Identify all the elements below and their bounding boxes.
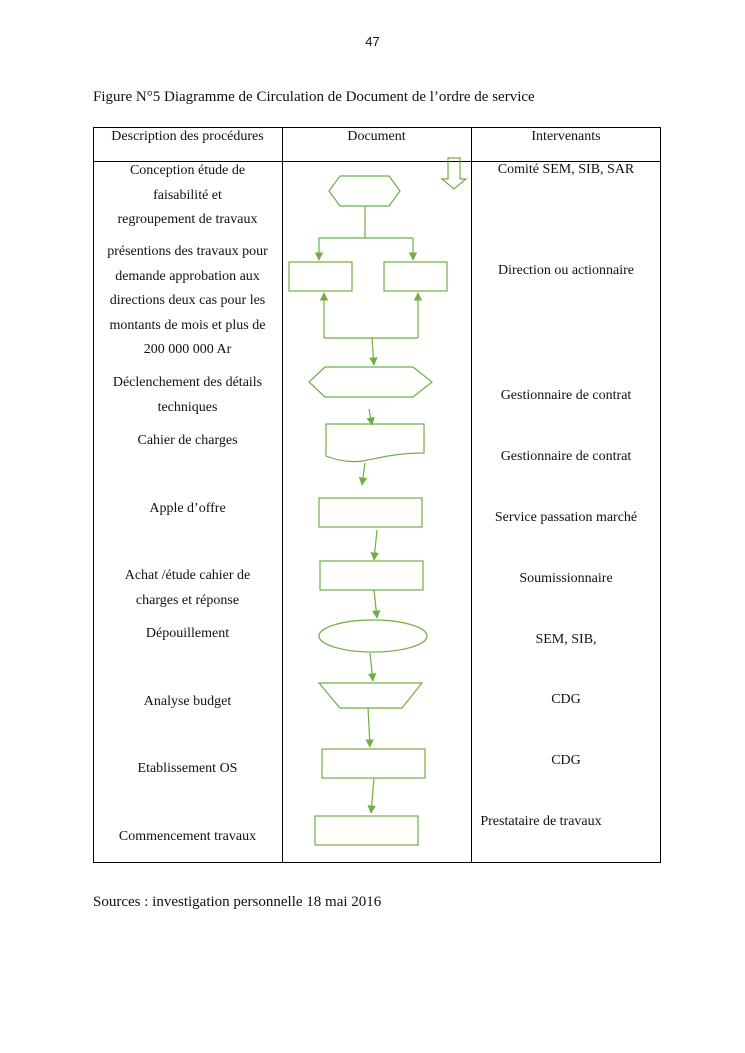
procedure-conception: Conception étude de faisabilité et regroupement de travaux	[117, 163, 258, 227]
procedure-tender: Apple d’offre	[149, 501, 226, 516]
actor-contract-manager-1: Gestionnaire de contrat	[500, 388, 632, 403]
purchase-box	[320, 561, 423, 590]
approval-box-left	[289, 262, 352, 291]
os-box	[322, 749, 425, 778]
flow-table	[93, 127, 661, 863]
procedure-technical-details: Déclenchement des détails techniques	[112, 375, 263, 415]
actor-contractor: Prestataire de travaux	[480, 814, 602, 829]
header-document: Document	[347, 129, 406, 144]
technical-details-hexagon	[309, 367, 432, 397]
procedure-opening: Dépouillement	[145, 626, 230, 641]
specifications-document-shape	[326, 424, 424, 462]
actor-sem-sib: SEM, SIB,	[535, 632, 597, 647]
header-procedures: Description des procédures	[111, 129, 264, 144]
actor-contract-manager-2: Gestionnaire de contrat	[500, 449, 632, 464]
procedure-work-start: Commencement travaux	[118, 829, 257, 844]
work-start-box	[315, 816, 418, 845]
header-actors: Intervenants	[531, 129, 601, 144]
approval-box-right	[384, 262, 447, 291]
procedure-specifications: Cahier de charges	[137, 433, 238, 448]
budget-trapezoid	[319, 683, 422, 708]
figure-caption: Figure N°5 Diagramme de Circulation de Document de l’ordre de service	[93, 89, 535, 105]
actor-direction: Direction ou actionnaire	[497, 263, 635, 278]
tender-box	[319, 498, 422, 527]
start-down-arrow-icon	[442, 158, 466, 189]
start-hexagon	[329, 176, 400, 206]
actor-cdg-1: CDG	[551, 692, 581, 707]
actor-cdg-2: CDG	[551, 753, 581, 768]
actor-bidder: Soumissionnaire	[519, 571, 613, 586]
procedure-purchase: Achat /étude cahier de charges et réponse	[124, 568, 251, 608]
procedure-os: Etablissement OS	[137, 761, 238, 776]
actor-committee: Comité SEM, SIB, SAR	[497, 162, 635, 177]
page-number: 47	[365, 34, 380, 49]
source-note: Sources : investigation personnelle 18 mai 2016	[93, 894, 382, 910]
actor-procurement: Service passation marché	[494, 510, 638, 525]
opening-ellipse	[319, 620, 427, 652]
procedure-presentation: présentions des travaux pour demande approbation aux directions deux cas pour les montants de mois et plus de 200 000 000 Ar	[107, 244, 268, 357]
procedure-budget-analysis: Analyse budget	[143, 694, 232, 709]
